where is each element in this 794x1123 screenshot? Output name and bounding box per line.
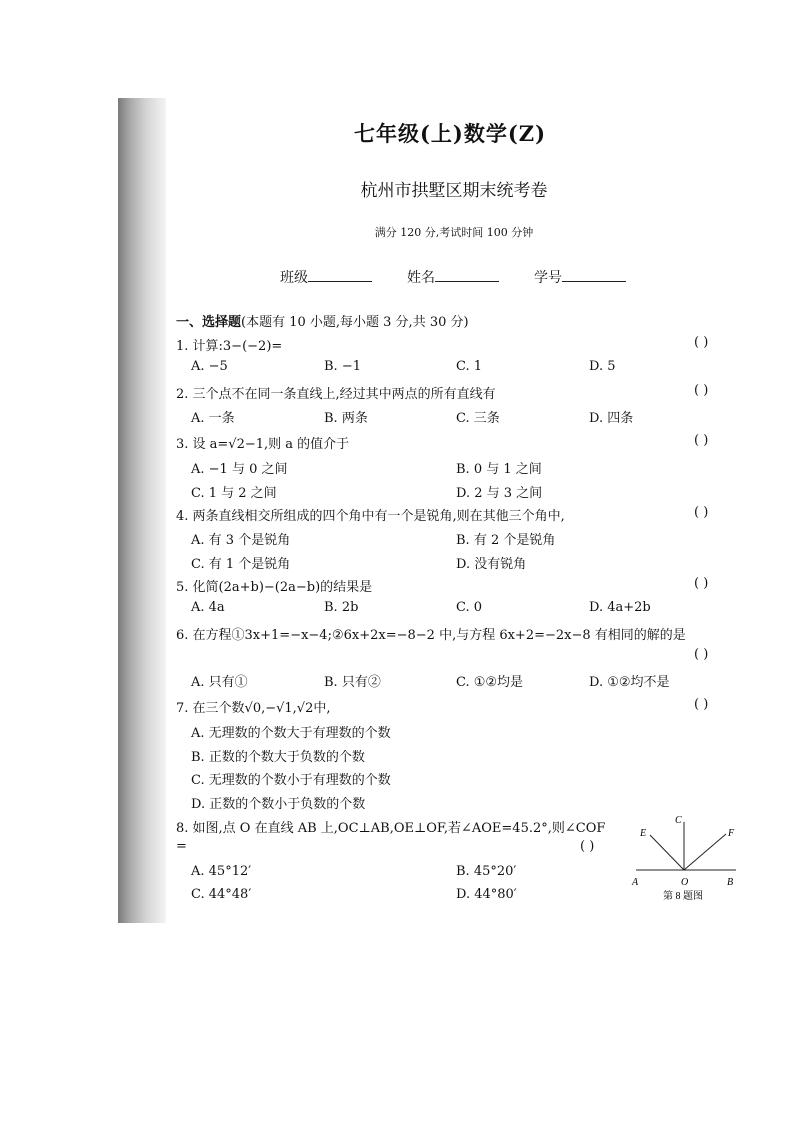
question-stem: 8. 如图,点 O 在直线 AB 上,OC⊥AB,OE⊥OF,若∠AOE=45.2°,则∠COF	[176, 821, 606, 836]
class-label: 班级	[280, 270, 308, 286]
option-a[interactable]: A. 只有①	[191, 675, 248, 690]
name-field[interactable]	[407, 267, 499, 287]
student-id-label: 学号	[534, 270, 562, 286]
question-stem: 5. 化简(2a+b)−(2a−b)的结果是	[176, 580, 373, 595]
question-stem: 3. 设 a=√2−1,则 a 的值介于	[176, 437, 350, 452]
page-title: 七年级(上)数学(Z)	[353, 121, 547, 146]
student-id-blank[interactable]	[562, 267, 626, 282]
binding-spine-shadow	[118, 98, 166, 923]
option-a[interactable]: A. 一条	[191, 411, 235, 426]
label-b: B	[727, 877, 734, 888]
option-a[interactable]: A. 无理数的个数大于有理数的个数	[191, 726, 391, 741]
section-title: 一、选择题	[176, 315, 242, 330]
option-b[interactable]: B. 45°20′	[456, 864, 517, 879]
label-f: F	[728, 828, 735, 839]
option-c[interactable]: C. 无理数的个数小于有理数的个数	[191, 773, 391, 788]
option-a[interactable]: A. 4a	[191, 600, 225, 615]
option-c[interactable]: C. 44°48′	[191, 887, 252, 902]
label-o: O	[681, 877, 689, 888]
option-c[interactable]: C. 三条	[456, 411, 500, 426]
option-c[interactable]: C. 1	[456, 359, 483, 374]
score-time-line: 满分 120 分,考试时间 100 分钟	[374, 226, 534, 239]
student-id-field[interactable]	[534, 267, 626, 287]
option-d[interactable]: D. ①②均不是	[589, 675, 670, 690]
ray-oe	[650, 835, 684, 870]
question-stem: 1. 计算:3−(−2)=	[176, 339, 283, 354]
option-b[interactable]: B. 0 与 1 之间	[456, 462, 542, 477]
option-b[interactable]: B. 有 2 个是锐角	[456, 533, 556, 548]
option-d[interactable]: D. 没有锐角	[456, 557, 527, 572]
answer-paren[interactable]: ( )	[580, 839, 595, 854]
option-d[interactable]: D. 四条	[589, 411, 634, 426]
option-a[interactable]: A. 45°12′	[191, 864, 252, 879]
answer-paren[interactable]: ( )	[694, 576, 709, 591]
option-b[interactable]: B. 2b	[324, 600, 359, 615]
label-e: E	[640, 828, 647, 839]
question-stem: 2. 三个点不在同一条直线上,经过其中两点的所有直线有	[176, 387, 496, 402]
page-subtitle: 杭州市拱墅区期末统考卷	[360, 181, 548, 201]
class-blank[interactable]	[308, 267, 372, 282]
option-c[interactable]: C. ①②均是	[456, 675, 524, 690]
option-d[interactable]: D. 5	[589, 359, 616, 374]
question-stem: 4. 两条直线相交所组成的四个角中有一个是锐角,则在其他三个角中,	[176, 509, 565, 524]
question-stem: 6. 在方程①3x+1=−x−4;②6x+2x=−8−2 中,与方程 6x+2=−2x−8 有相同的解的是	[176, 628, 686, 643]
answer-paren[interactable]: ( )	[694, 505, 709, 520]
option-b[interactable]: B. 正数的个数大于负数的个数	[191, 750, 365, 765]
option-d[interactable]: D. 44°80′	[456, 887, 517, 902]
name-label: 姓名	[407, 270, 435, 286]
option-b[interactable]: B. 只有②	[324, 675, 381, 690]
option-d[interactable]: D. 2 与 3 之间	[456, 486, 543, 501]
option-c[interactable]: C. 有 1 个是锐角	[191, 557, 291, 572]
answer-paren[interactable]: ( )	[694, 383, 709, 398]
class-field[interactable]	[280, 267, 372, 287]
answer-paren[interactable]: ( )	[694, 433, 709, 448]
option-a[interactable]: A. 有 3 个是锐角	[191, 533, 291, 548]
figure-caption: 第 8 题图	[663, 891, 703, 902]
question-stem-continuation: =	[176, 839, 187, 854]
label-a: A	[632, 877, 639, 888]
option-b[interactable]: B. −1	[324, 359, 361, 374]
label-c: C	[675, 815, 682, 826]
answer-paren[interactable]: ( )	[694, 647, 709, 662]
option-c[interactable]: C. 0	[456, 600, 483, 615]
answer-paren[interactable]: ( )	[694, 335, 709, 350]
question-stem: 7. 在三个数√0,−√1,√2中,	[176, 701, 331, 716]
ray-of	[684, 834, 726, 870]
name-blank[interactable]	[435, 267, 499, 282]
option-a[interactable]: A. −1 与 0 之间	[191, 462, 288, 477]
answer-paren[interactable]: ( )	[694, 697, 709, 712]
geometry-figure	[626, 813, 746, 905]
option-b[interactable]: B. 两条	[324, 411, 368, 426]
option-c[interactable]: C. 1 与 2 之间	[191, 486, 277, 501]
option-d[interactable]: D. 正数的个数小于负数的个数	[191, 797, 366, 812]
option-a[interactable]: A. −5	[191, 359, 228, 374]
section-heading	[176, 311, 469, 330]
option-d[interactable]: D. 4a+2b	[589, 600, 651, 615]
section-desc: (本题有 10 小题,每小题 3 分,共 30 分)	[241, 315, 469, 330]
